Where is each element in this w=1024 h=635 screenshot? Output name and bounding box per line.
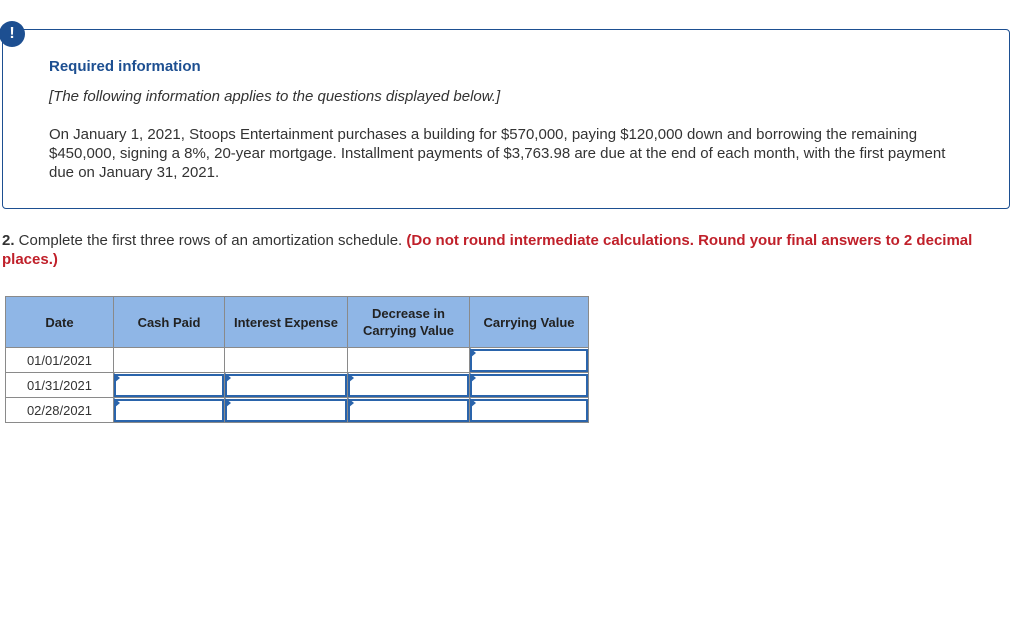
triangle-flag-icon	[114, 398, 120, 408]
table-row	[6, 348, 589, 373]
triangle-flag-icon	[114, 373, 120, 383]
info-title: Required information	[49, 58, 201, 75]
interest-expense-input[interactable]	[225, 374, 347, 397]
cash-paid-cell-empty	[114, 348, 225, 373]
triangle-flag-icon	[470, 373, 476, 383]
carrying-value-input[interactable]	[470, 374, 588, 397]
header-decrease-in-carrying-value	[348, 297, 470, 348]
triangle-flag-icon	[225, 373, 231, 383]
table-row	[6, 373, 589, 398]
info-body: On January 1, 2021, Stoops Entertainment purchases a building for $570,000, paying $120,000 down and borrowing the remaining $450,000, signing a 8%, 20-year mortgage. Installment payments of $3,763.98 are due at the end of each month, with the first payment due on January 31, 2021.	[49, 126, 946, 181]
question-text: Complete the first three rows of an amortization schedule.	[14, 232, 407, 249]
decrease-cell	[348, 373, 470, 398]
interest-expense-cell	[225, 398, 348, 423]
row-date: 01/01/2021	[6, 348, 114, 373]
table-row	[6, 398, 589, 423]
question-prompt	[2, 231, 1018, 269]
header-interest-expense: Interest Expense	[225, 297, 348, 348]
table-header-row	[6, 297, 589, 348]
interest-expense-cell-empty	[225, 348, 348, 373]
decrease-cell-empty	[348, 348, 470, 373]
exclamation-circle-icon: !	[0, 21, 25, 47]
interest-expense-input[interactable]	[225, 399, 347, 422]
decrease-input[interactable]	[348, 374, 469, 397]
amortization-schedule-table	[5, 296, 589, 423]
header-date: Date	[6, 297, 114, 348]
carrying-value-cell	[470, 398, 589, 423]
triangle-flag-icon	[470, 348, 476, 358]
required-information-box	[2, 29, 1010, 209]
carrying-value-cell	[470, 373, 589, 398]
triangle-flag-icon	[225, 398, 231, 408]
cash-paid-cell	[114, 373, 225, 398]
header-decrease-line1: Decrease in	[372, 306, 445, 321]
triangle-flag-icon	[470, 398, 476, 408]
decrease-cell	[348, 398, 470, 423]
header-decrease-line2: Carrying Value	[362, 323, 455, 338]
triangle-flag-icon	[348, 373, 354, 383]
question-number: 2.	[2, 232, 15, 249]
decrease-input[interactable]	[348, 399, 469, 422]
question-instruction: (Do not round intermediate calculations. Round your final answers to 2 decimal places.)	[2, 232, 973, 268]
header-cash-paid: Cash Paid	[114, 297, 225, 348]
info-note: [The following information applies to the questions displayed below.]	[49, 88, 501, 105]
cash-paid-input[interactable]	[114, 374, 224, 397]
carrying-value-input[interactable]	[470, 349, 588, 372]
interest-expense-cell	[225, 373, 348, 398]
carrying-value-input[interactable]	[470, 399, 588, 422]
cash-paid-cell	[114, 398, 225, 423]
header-carrying-value: Carrying Value	[470, 297, 589, 348]
row-date: 01/31/2021	[6, 373, 114, 398]
triangle-flag-icon	[348, 398, 354, 408]
carrying-value-cell	[470, 348, 589, 373]
row-date: 02/28/2021	[6, 398, 114, 423]
cash-paid-input[interactable]	[114, 399, 224, 422]
